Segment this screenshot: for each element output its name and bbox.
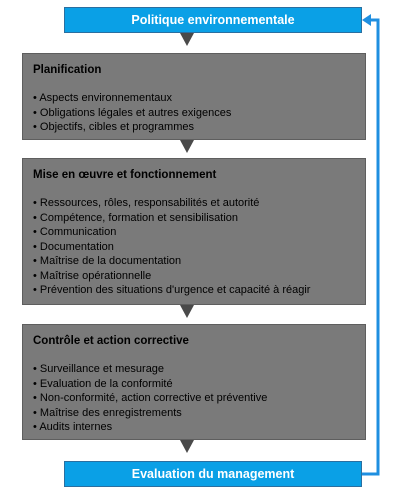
section-items <box>33 196 353 298</box>
section-title: Planification <box>33 64 102 76</box>
section-items <box>33 91 353 135</box>
list-item: • Documentation <box>33 240 114 253</box>
list-item: • Audits internes <box>33 421 113 433</box>
implementation-section <box>22 158 366 305</box>
list-item: • Compétence, formation et sensibilisation <box>33 211 239 224</box>
list-item: • Non-conformité, action corrective et préventive <box>33 392 268 404</box>
list-item: • Maîtrise de la documentation <box>33 255 182 267</box>
policy-box <box>64 7 362 33</box>
management-review-label: Evaluation du management <box>131 467 295 481</box>
list-item: • Surveillance et mesurage <box>33 363 165 375</box>
control-section <box>22 324 366 440</box>
list-item: • Objectifs, cibles et programmes <box>33 121 194 133</box>
feedback-arrowhead-icon <box>362 14 371 26</box>
list-item: • Prévention des situations d'urgence et capacité à réagir <box>33 284 311 296</box>
section-items <box>33 362 353 435</box>
down-arrow-icon <box>180 305 194 318</box>
section-title: Contrôle et action corrective <box>33 335 189 347</box>
list-item: • Evaluation de la conformité <box>33 377 173 390</box>
section-title: Mise en œuvre et fonctionnement <box>33 169 217 181</box>
list-item: • Communication <box>33 226 117 238</box>
list-item: • Ressources, rôles, responsabilités et autorité <box>33 197 260 209</box>
list-item: • Obligations légales et autres exigences <box>33 106 232 119</box>
down-arrow-icon <box>180 33 194 46</box>
management-review-box <box>64 461 362 487</box>
down-arrow-icon <box>180 440 194 453</box>
list-item: • Maîtrise opérationnelle <box>33 269 152 282</box>
policy-box-label: Politique environnementale <box>131 13 295 27</box>
list-item: • Aspects environnementaux <box>33 92 172 104</box>
list-item: • Maîtrise des enregistrements <box>33 406 182 419</box>
planning-section <box>22 53 366 140</box>
down-arrow-icon <box>180 140 194 153</box>
